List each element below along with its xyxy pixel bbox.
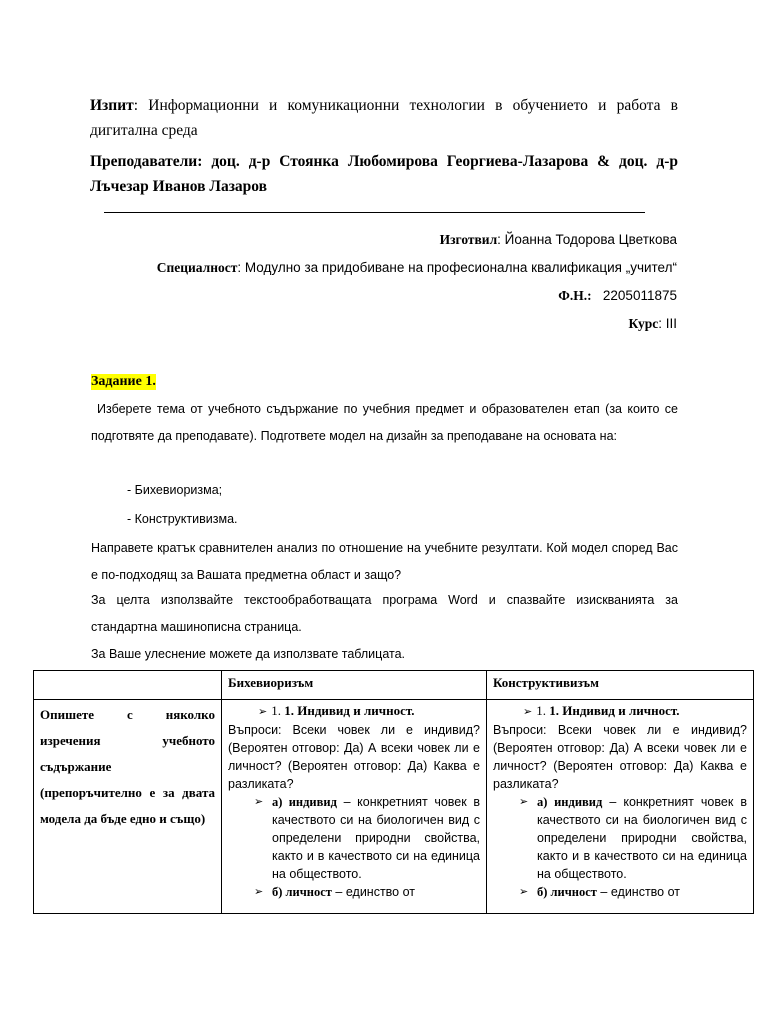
- item-a-label: а) индивид: [272, 795, 337, 809]
- specialty-line: [157, 259, 677, 277]
- fn-value: 2205011875: [602, 288, 677, 303]
- item-a-text: [537, 793, 747, 883]
- task-paragraph-2: Направете кратък сравнителен анализ по отношение на учебните резултати. Кой модел според Вас е по-подходящ за Вашата предметна област и защо?: [91, 541, 678, 582]
- comparison-table: [33, 670, 754, 914]
- exam-label: Изпит: [90, 97, 134, 114]
- item-a-label: а) индивид: [537, 795, 603, 809]
- item-b-desc: – единство от: [596, 885, 681, 899]
- bullet-constructivism: - Конструктивизма.: [127, 512, 238, 526]
- header-constructivism: Конструктивизъм: [487, 671, 754, 700]
- cell-title-text: 1. Индивид и личност.: [549, 703, 680, 718]
- table-header-row: [34, 671, 754, 700]
- course-label: Курс: [628, 316, 659, 331]
- item-a-desc: – конкретният човек в качеството си на биологичен вид с определени природни свойства, както и в качеството си на единица на обществото.: [537, 795, 747, 881]
- constructivism-cell: [487, 700, 754, 914]
- author-line: [440, 231, 677, 249]
- horizontal-divider: [104, 212, 645, 213]
- faculty-number-line: [558, 287, 677, 305]
- header-empty-cell: [34, 671, 222, 700]
- item-a-text: [272, 793, 480, 883]
- arrow-bullet-icon: ➢: [254, 796, 264, 808]
- header-behaviorism: Бихевиоризъм: [222, 671, 487, 700]
- cell-item-a: [519, 793, 747, 883]
- specialty-value: : Модулно за придобиване на професионална квалификация „учител“: [237, 260, 677, 275]
- course-line: [629, 315, 677, 333]
- item-b-label: б) личност: [537, 885, 597, 899]
- cell-title: [523, 702, 747, 721]
- arrow-bullet-icon: ➢: [258, 706, 268, 718]
- exam-text: : Информационни и комуникационни технологии в обучението и работа в дигитална среда: [90, 97, 678, 139]
- arrow-bullet-icon: ➢: [519, 886, 529, 898]
- behaviorism-cell-content: [228, 702, 480, 906]
- table-row: [34, 700, 754, 914]
- author-value: : Йоанна Тодорова Цветкова: [497, 232, 677, 247]
- constructivism-cell-content: [493, 702, 747, 906]
- arrow-bullet-icon: ➢: [523, 706, 533, 718]
- course-value: : III: [658, 316, 677, 331]
- task-paragraph-1: [91, 396, 678, 450]
- task-paragraph-4: За Ваше улеснение можете да използвате таблицата.: [91, 647, 406, 661]
- task-paragraph-3: За целта използвайте текстообработващата програма Word и спазвайте изискванията за стандартна машинописна страница.: [91, 593, 678, 634]
- task-paragraph-1-text: Изберете тема от учебното съдържание по учебния предмет и образователен етап (за които се подготвяте да преподавате). Подгответе модел на дизайн за преподаване на основата на:: [91, 402, 678, 443]
- teachers-line: [90, 149, 678, 199]
- cell-title: [258, 702, 480, 721]
- cell-questions: Въпроси: Всеки човек ли е индивид? (Вероятен отговор: Да) А всеки човек ли е личност? (Вероятен отговор: Да) Каква е разликата?: [493, 723, 747, 791]
- exam-title: [90, 93, 678, 143]
- arrow-bullet-icon: ➢: [254, 886, 264, 898]
- row-description: Опишете с няколко изречения учебното съдържание (препоръчително е за двата модела да бъде едно и също): [34, 700, 222, 914]
- item-b-text: [272, 883, 480, 901]
- item-b-label: б) личност: [272, 885, 332, 899]
- cell-item-a: [254, 793, 480, 883]
- teachers-text: : доц. д-р Стоянка Любомирова Георгиева-Лазарова & доц. д-р Лъчезар Иванов Лазаров: [90, 153, 678, 195]
- item-a-desc: – конкретният човек в качеството си на биологичен вид с определени природни свойства, както и в качеството си на единица на обществото.: [272, 795, 480, 881]
- author-label: Изготвил: [439, 232, 498, 247]
- bullet-behaviorism: - Бихевиоризма;: [127, 483, 223, 497]
- cell-item-b: [519, 883, 747, 901]
- task-label: Задание 1.: [91, 374, 156, 389]
- cell-title-text: 1. Индивид и личност.: [284, 703, 415, 718]
- item-b-text: [537, 883, 747, 901]
- specialty-label: Специалност: [156, 260, 238, 275]
- cell-item-b: [254, 883, 480, 901]
- item-b-desc: – единство от: [331, 885, 416, 899]
- cell-title-number: 1.: [536, 703, 546, 718]
- behaviorism-cell: [222, 700, 487, 914]
- cell-questions: Въпроси: Всеки човек ли е индивид? (Вероятен отговор: Да) А всеки човек ли е личност? (Вероятен отговор: Да) Каква е разликата?: [228, 723, 480, 791]
- arrow-bullet-icon: ➢: [519, 796, 529, 808]
- fn-label: Ф.Н.:: [558, 288, 592, 303]
- cell-title-number: 1.: [271, 703, 281, 718]
- teachers-label: Преподаватели: [90, 153, 198, 170]
